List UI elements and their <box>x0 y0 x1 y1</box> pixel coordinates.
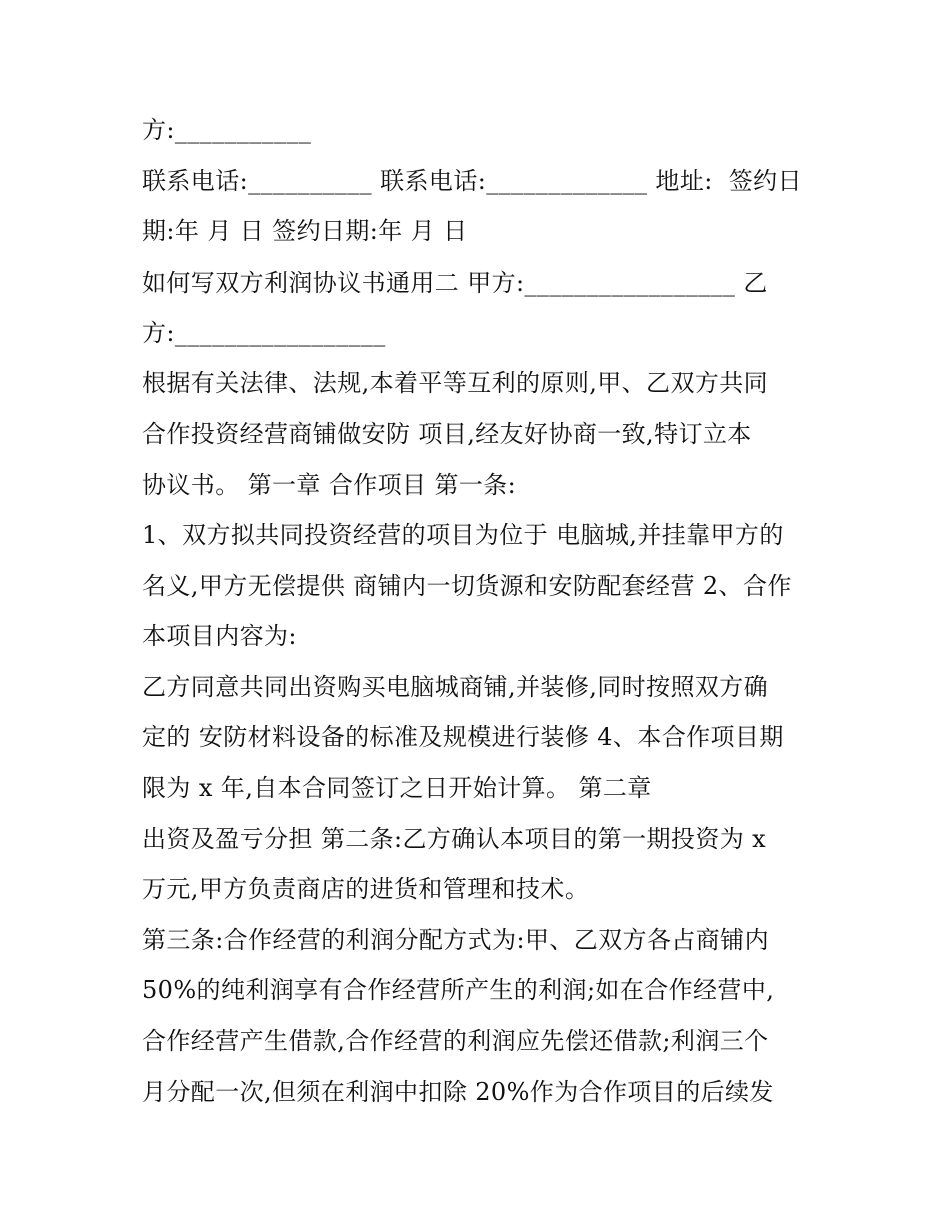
text-line: 联系电话:__________ 联系电话:_____________ 地址: 签约日 <box>142 167 802 195</box>
text-line: 定的 安防材料设备的标准及规模进行装修 4、本合作项目期 <box>142 723 784 751</box>
text-line: 第三条:合作经营的利润分配方式为:甲、乙双方各占商铺内 <box>142 926 769 954</box>
text-line: 协议书。 第一章 合作项目 第一条: <box>142 471 517 499</box>
text-line: 万元,甲方负责商店的进货和管理和技术。 <box>142 875 590 903</box>
text-line: 方:_________________ <box>142 319 386 347</box>
text-line: 方:___________ <box>142 116 312 144</box>
text-line: 乙方同意共同出资购买电脑城商铺,并装修,同时按照双方确 <box>142 673 769 701</box>
text-line: 名义,甲方无偿提供 商铺内一切货源和安防配套经营 2、合作 <box>142 572 792 600</box>
text-line: 期:年 月 日 签约日期:年 月 日 <box>142 217 468 245</box>
text-line: 月分配一次,但须在利润中扣除 20%作为合作项目的后续发 <box>142 1078 774 1106</box>
text-line: 限为 x 年,自本合同签订之日开始计算。 第二章 <box>142 774 652 802</box>
text-line: 合作投资经营商铺做安防 项目,经友好协商一致,特订立本 <box>142 420 752 448</box>
text-line: 根据有关法律、法规,本着平等互利的原则,甲、乙双方共同 <box>142 369 769 397</box>
text-line: 如何写双方利润协议书通用二 甲方:_________________ 乙 <box>142 269 768 297</box>
text-line: 1、双方拟共同投资经营的项目为位于 电脑城,并挂靠甲方的 <box>142 521 784 549</box>
text-line: 合作经营产生借款,合作经营的利润应先偿还借款;利润三个 <box>142 1027 769 1055</box>
text-line: 50%的纯利润享有合作经营所产生的利润;如在合作经营中, <box>142 976 775 1004</box>
text-line: 本项目内容为: <box>142 622 297 650</box>
text-line: 出资及盈亏分担 第二条:乙方确认本项目的第一期投资为 x <box>142 825 767 853</box>
